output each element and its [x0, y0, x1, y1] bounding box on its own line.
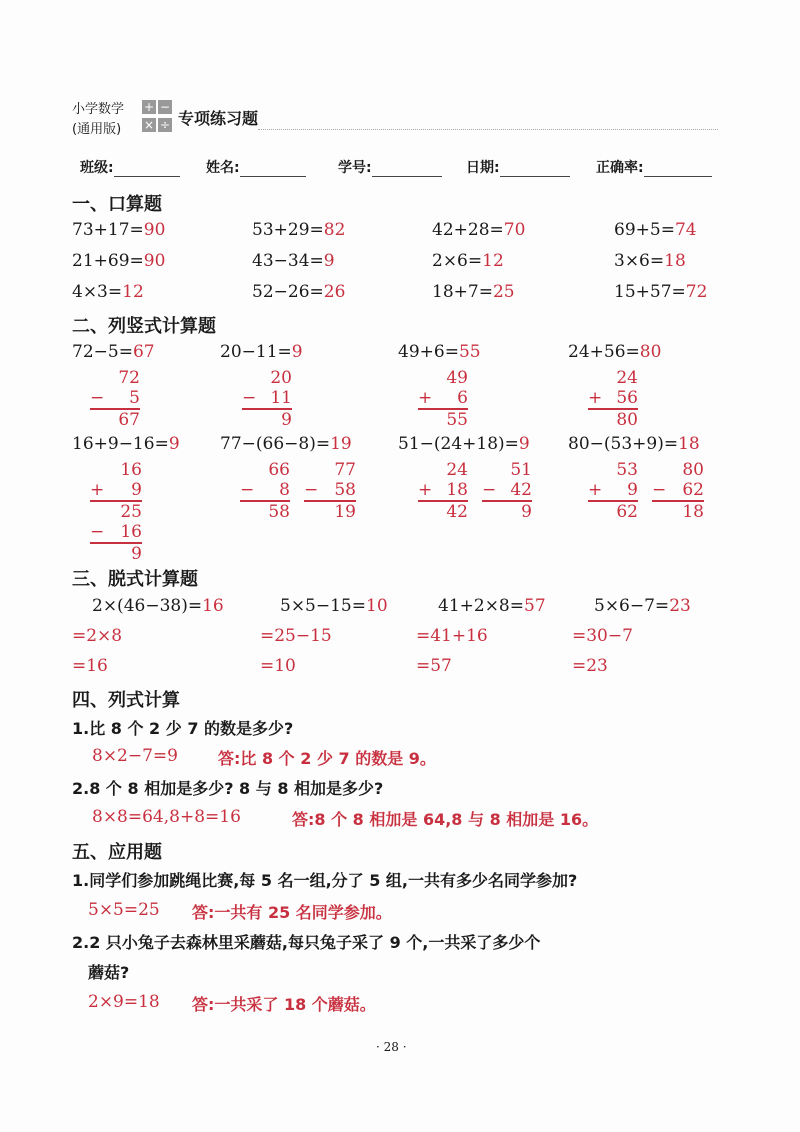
oral-question: 43−34=9: [252, 251, 335, 271]
subject-label: 小学数学: [72, 102, 125, 117]
stepwise-question: 5×5−15=10: [280, 596, 388, 616]
vertical-calc: 49 + 6 55: [418, 368, 468, 430]
answer-sentence: 答:8 个 8 相加是 64,8 与 8 相加是 16。: [292, 810, 599, 829]
oral-question: 3×6=18: [614, 251, 686, 271]
name-field[interactable]: 姓名:: [206, 157, 306, 177]
word-question: 1.同学们参加跳绳比赛,每 5 名一组,分了 5 组,一共有多少名同学参加?: [72, 871, 578, 890]
stepwise-step: =41+16: [416, 626, 488, 646]
plus-icon: +: [143, 100, 155, 114]
answer-sentence: 答:一共采了 18 个蘑菇。: [192, 995, 376, 1014]
vertical-question: 24+56=80: [568, 342, 662, 362]
divide-icon: ÷: [159, 118, 171, 132]
vertical-calc: 51 − 42 9: [482, 460, 532, 522]
vertical-question: 20−11=9: [220, 342, 303, 362]
stepwise-question: 2×(46−38)=16: [92, 596, 224, 616]
section-1-title: 一、口算题: [72, 194, 162, 215]
answer-equation: 2×9=18: [88, 992, 160, 1012]
vertical-calc: 80 − 62 18: [652, 460, 704, 522]
answer-equation: 8×2−7=9: [92, 746, 178, 766]
oral-question: 52−26=26: [252, 282, 346, 302]
stepwise-step: =57: [416, 656, 452, 676]
vertical-question: 49+6=55: [398, 342, 481, 362]
section-2-title: 二、列竖式计算题: [72, 316, 216, 337]
minus-icon: −: [159, 100, 171, 114]
vertical-question: 16+9−16=9: [72, 434, 180, 454]
vertical-calc: 24 + 18 42: [418, 460, 468, 522]
accuracy-field[interactable]: 正确率:: [596, 157, 712, 177]
word-question: 1.比 8 个 2 少 7 的数是多少?: [72, 719, 294, 738]
vertical-calc: 20 − 11 9: [242, 368, 292, 430]
times-icon: ×: [143, 118, 155, 132]
class-field[interactable]: 班级:: [80, 157, 180, 177]
oral-question: 69+5=74: [614, 220, 697, 240]
stepwise-question: 41+2×8=57: [438, 596, 546, 616]
answer-equation: 8×8=64,8+8=16: [92, 807, 241, 827]
answer-equation: 5×5=25: [88, 900, 160, 920]
date-field[interactable]: 日期:: [466, 157, 570, 177]
vertical-question: 51−(24+18)=9: [398, 434, 530, 454]
answer-sentence: 答:比 8 个 2 少 7 的数是 9。: [218, 749, 436, 768]
stepwise-step: =2×8: [72, 626, 123, 646]
oral-question: 53+29=82: [252, 220, 346, 240]
vertical-calc: 24 + 56 80: [588, 368, 638, 430]
stepwise-step: =16: [72, 656, 108, 676]
vertical-calc: 66 − 8 58: [240, 460, 290, 522]
header-divider: [258, 129, 718, 130]
page-title: 专项练习题: [178, 109, 259, 128]
stepwise-step: =10: [260, 656, 296, 676]
oral-question: 42+28=70: [432, 220, 526, 240]
vertical-calc: 53 + 9 62: [588, 460, 638, 522]
vertical-question: 72−5=67: [72, 342, 155, 362]
answer-sentence: 答:一共有 25 名同学参加。: [192, 903, 392, 922]
oral-question: 21+69=90: [72, 251, 166, 271]
oral-question: 2×6=12: [432, 251, 504, 271]
stepwise-step: =30−7: [572, 626, 633, 646]
vertical-question: 80−(53+9)=18: [568, 434, 700, 454]
vertical-calc: 72 − 5 67: [90, 368, 140, 430]
student-id-field[interactable]: 学号:: [338, 157, 442, 177]
oral-question: 15+57=72: [614, 282, 708, 302]
section-4-title: 四、列式计算: [72, 690, 180, 711]
stepwise-step: =25−15: [260, 626, 332, 646]
oral-question: 18+7=25: [432, 282, 515, 302]
oral-question: 73+17=90: [72, 220, 166, 240]
vertical-calc: 16 + 9 25 − 16 9: [90, 460, 142, 564]
stepwise-step: =23: [572, 656, 608, 676]
word-question: 2.8 个 8 相加是多少? 8 与 8 相加是多少?: [72, 779, 384, 798]
section-3-title: 三、脱式计算题: [72, 569, 198, 590]
word-question-cont: 蘑菇?: [88, 963, 130, 982]
oral-question: 4×3=12: [72, 282, 144, 302]
stepwise-question: 5×6−7=23: [594, 596, 691, 616]
page-number: · 28 ·: [376, 1040, 407, 1054]
vertical-calc: 77 − 58 19: [304, 460, 356, 522]
vertical-question: 77−(66−8)=19: [220, 434, 352, 454]
edition-label: (通用版): [72, 122, 122, 137]
section-5-title: 五、应用题: [72, 842, 162, 863]
word-question: 2.2 只小兔子去森林里采蘑菇,每只兔子采了 9 个,一共采了多少个: [72, 933, 541, 952]
